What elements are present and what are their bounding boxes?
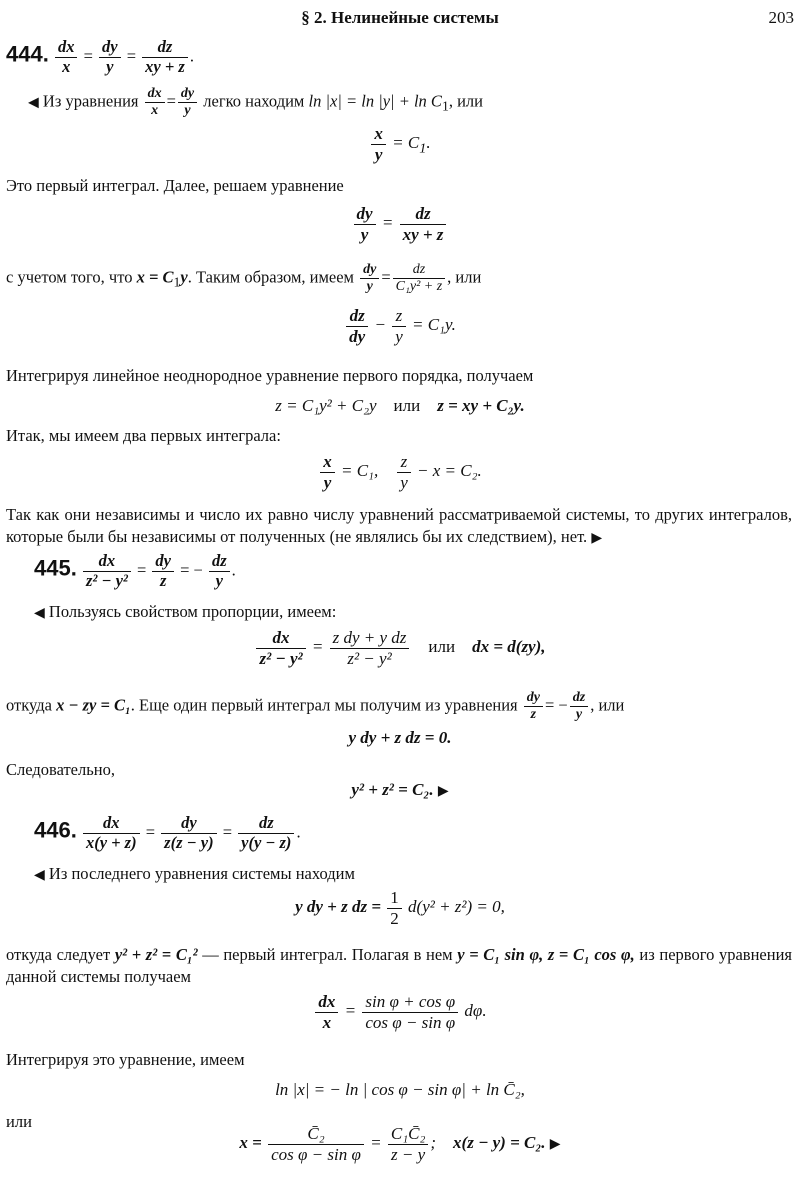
equation: $\frac{x}{y}$ = $C_1$. <box>0 124 800 164</box>
page-header <box>0 4 800 30</box>
paragraph: или <box>6 1112 32 1131</box>
solution-line: ◀ Из последнего уравнения системы находим <box>34 864 355 883</box>
solution-start-icon: ◀ <box>34 606 45 621</box>
problem-444-statement: 444. $\frac{dx}{x}$ = $\frac{dy}{y}$ = $\frac{dz}{xy + z}$ . <box>6 37 194 76</box>
solution-start-icon: ◀ <box>34 868 45 883</box>
paragraph: Интегрируя это уравнение, имеем <box>6 1050 245 1069</box>
equation: ln |x| = − ln | cos φ − sin φ| + ln C̄₂, <box>275 1080 525 1099</box>
equation: $\frac{dz}{dy}$ − $\frac{z}{y}$ = C₁y. <box>0 306 800 346</box>
equation: y dy + z dz = $\frac{1}{2}$ d(y² + z²) = 0, <box>295 888 505 928</box>
solution-line: ◀ Пользуясь свойством пропорции, имеем: <box>34 602 337 621</box>
equation: $\frac{dx}{x}$ = $\frac{\text{sin φ + cos φ}}{\text{cos φ − sin φ}}$ dφ. <box>0 992 800 1032</box>
equation: z = C₁y² + C₂y или z = xy + C₂y. <box>275 396 525 415</box>
page-number: 203 <box>768 8 794 27</box>
equation: $\frac{dy}{y}$ = $\frac{dz}{xy + z}$ <box>0 204 800 244</box>
problem-number: 446. <box>34 817 77 843</box>
equation: y dy + z dz = 0. <box>348 728 452 747</box>
paragraph: откуда x − zy = C₁. Еще один первый интеграл мы получим из уравнения $\frac{dy}{z}$ = − $\frac{dz}{y}$ , или <box>6 690 625 723</box>
section-title: § 2. Нелинейные системы <box>301 8 499 27</box>
paragraph: Следовательно, <box>6 760 115 779</box>
paragraph: Интегрируя линейное неоднородное уравнение первого порядка, получаем <box>6 366 534 385</box>
paragraph: Так как они независимы и число их равно числу уравнений рассматриваемой системы, то других интегралов, которые были бы независимы от полученных (не являлись бы их следствием), нет. ▶ <box>6 505 792 546</box>
paragraph: откуда следует y² + z² = C₁² — первый интеграл. Полагая в нем y = C₁ sin φ, z = C₁ cos φ, из первого уравнения данной системы получаем <box>6 945 792 986</box>
solution-end-icon: ▶ <box>437 784 449 799</box>
fraction: $\frac{dy}{y}$ <box>99 38 121 77</box>
fraction: $\frac{dz}{xy + z}$ <box>142 38 188 77</box>
problem-446-statement: 446. $\frac{dx}{x(y + z)}$ = $\frac{dy}{z(z - y)}$ = $\frac{dz}{y(y - z)}$ . <box>34 813 301 852</box>
equation: y² + z² = C₂. ▶ <box>351 780 449 799</box>
problem-445-statement: 445. $\frac{dx}{\text{z² − y²}}$ = $\frac{dy}{z}$ = − $\frac{dz}{y}$ . <box>34 551 236 590</box>
solution-end-icon: ▶ <box>549 1136 561 1152</box>
equation: $\frac{dx}{\text{z² − y²}}$ = $\frac{\text{z dy + y dz}}{\text{z² − y²}}$ или dx = d(zy), <box>0 628 800 668</box>
paragraph: Это первый интеграл. Далее, решаем уравнение <box>6 176 344 195</box>
problem-number: 444. <box>6 41 49 67</box>
solution-end-icon: ▶ <box>591 531 603 546</box>
solution-line: ◀ Из уравнения $\frac{dx}{x}$ = $\frac{dy}{y}$ легко находим $\ln |x| = \ln |y| + \ln C_1$, или <box>28 86 483 119</box>
paragraph: Итак, мы имеем два первых интеграла: <box>6 426 281 445</box>
equation: x = $\frac{\text{C̄₂}}{\text{cos φ − sin φ}}$ = $\frac{\text{C₁C̄₂}}{z - y}$ ; x(z − y) = C₂. ▶ <box>239 1124 561 1164</box>
equation: $\frac{x}{y}$ = C₁, $\frac{z}{y}$ − x = C₂. <box>0 452 800 492</box>
paragraph: с учетом того, что $x = C_1y$. Таким образом, имеем $\frac{dy}{y}$ = $\frac{dz}{\text{C₁y² + z}}$ , или <box>6 262 482 295</box>
problem-number: 445. <box>34 555 77 581</box>
solution-start-icon: ◀ <box>28 95 39 111</box>
fraction: $\frac{dx}{x}$ <box>55 38 78 77</box>
